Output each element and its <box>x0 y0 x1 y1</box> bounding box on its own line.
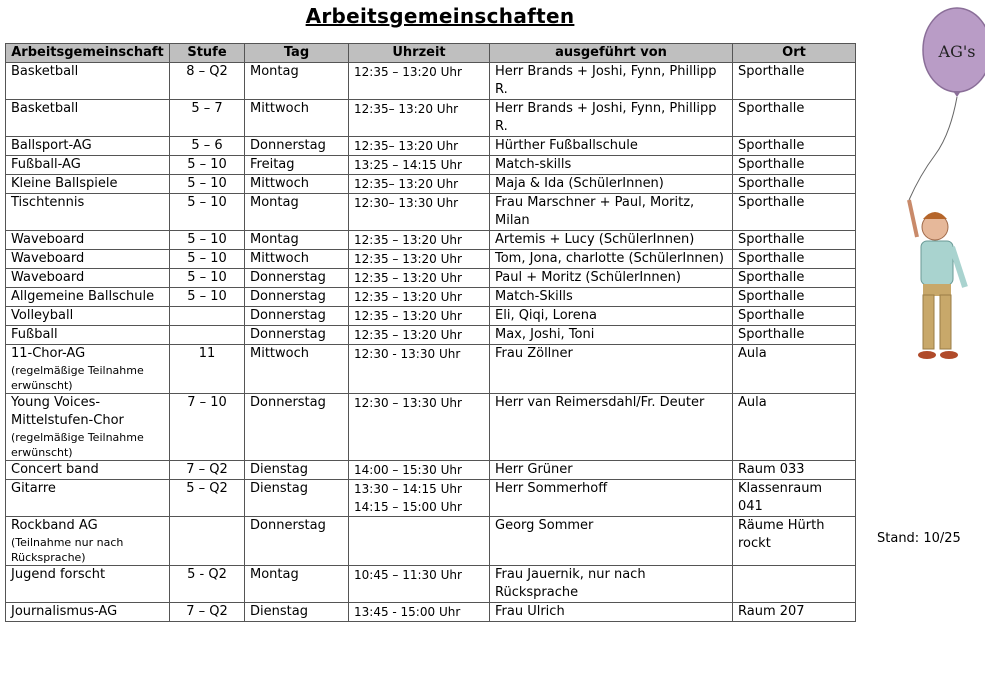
cell-von <box>490 175 733 194</box>
cell-uhrzeit <box>349 394 490 461</box>
cell-von <box>490 100 733 137</box>
table-row <box>6 156 856 175</box>
cell-name-text: Rockband AG <box>11 518 98 533</box>
cell-uhrzeit <box>349 517 490 566</box>
table-row <box>6 461 856 480</box>
cell-von-text: Max, Joshi, Toni <box>495 327 595 342</box>
cell-tag <box>245 288 349 307</box>
cell-von <box>490 517 733 566</box>
cell-uhrzeit <box>349 566 490 603</box>
header-uhrzeit: Uhrzeit <box>349 44 490 63</box>
cell-ort <box>733 288 856 307</box>
cell-tag-text: Donnerstag <box>250 289 326 304</box>
cell-ort <box>733 307 856 326</box>
cell-tag-text: Montag <box>250 195 299 210</box>
cell-uhrzeit <box>349 461 490 480</box>
cell-uhrzeit-text: 12:35 – 13:20 Uhr <box>354 309 462 323</box>
cell-uhrzeit-text: 12:35– 13:20 Uhr <box>354 102 459 116</box>
table-row <box>6 326 856 345</box>
cell-von <box>490 288 733 307</box>
cell-von <box>490 461 733 480</box>
cell-stufe-text: 11 <box>198 346 216 361</box>
cell-tag <box>245 345 349 394</box>
table-row <box>6 480 856 517</box>
cell-stufe-text: 5 – 10 <box>187 176 227 191</box>
cell-stufe <box>170 288 245 307</box>
cell-name <box>6 307 170 326</box>
cell-uhrzeit-text: 13:30 – 14:15 Uhr <box>354 482 462 496</box>
cell-uhrzeit <box>349 156 490 175</box>
cell-von-text: Paul + Moritz (SchülerInnen) <box>495 270 681 285</box>
cell-stufe-text: 7 – 10 <box>187 395 227 410</box>
cell-name <box>6 175 170 194</box>
cell-ort-text: Raum 207 <box>738 604 805 619</box>
cell-ort <box>733 63 856 100</box>
cell-stufe <box>170 231 245 250</box>
cell-uhrzeit-text: 12:30 - 13:30 Uhr <box>354 347 461 361</box>
header-stufe: Stufe <box>170 44 245 63</box>
cell-von-text: Herr Brands + Joshi, Fynn, Phillipp R. <box>495 101 717 134</box>
cell-name <box>6 137 170 156</box>
cell-name-text: Fußball <box>11 327 58 342</box>
cell-von-text: Frau Jauernik, nur nach Rücksprache <box>495 567 646 600</box>
cell-stufe-text: 5 – 10 <box>187 270 227 285</box>
cell-name <box>6 250 170 269</box>
cell-tag-text: Donnerstag <box>250 270 326 285</box>
cell-stufe <box>170 100 245 137</box>
page-title: Arbeitsgemeinschaften <box>305 4 575 28</box>
cell-stufe <box>170 175 245 194</box>
cell-tag <box>245 63 349 100</box>
cell-uhrzeit-text: 12:35 – 13:20 Uhr <box>354 233 462 247</box>
cell-name <box>6 288 170 307</box>
cell-ort <box>733 461 856 480</box>
cell-ort <box>733 566 856 603</box>
cell-uhrzeit-text: 12:30– 13:30 Uhr <box>354 196 459 210</box>
cell-ort <box>733 603 856 622</box>
cell-ort <box>733 345 856 394</box>
cell-tag-text: Montag <box>250 232 299 247</box>
cell-ort-text: Sporthalle <box>738 289 805 304</box>
cell-von <box>490 194 733 231</box>
cell-stufe-text: 5 – Q2 <box>186 481 228 496</box>
cell-von-text: Match-Skills <box>495 289 573 304</box>
cell-tag <box>245 461 349 480</box>
cell-name <box>6 517 170 566</box>
cell-name-text: Ballsport-AG <box>11 138 92 153</box>
cell-von-text: Tom, Jona, charlotte (SchülerInnen) <box>495 251 724 266</box>
cell-von <box>490 156 733 175</box>
cell-ort-text: Sporthalle <box>738 251 805 266</box>
cell-stufe-text: 5 – 7 <box>191 101 223 116</box>
ag-table <box>5 43 856 622</box>
cell-ort <box>733 156 856 175</box>
cell-tag-text: Mittwoch <box>250 346 309 361</box>
cell-uhrzeit <box>349 175 490 194</box>
cell-ort <box>733 250 856 269</box>
cell-tag <box>245 566 349 603</box>
table-row <box>6 307 856 326</box>
cell-name-text: 11-Chor-AG <box>11 346 86 361</box>
cell-tag <box>245 100 349 137</box>
cell-tag <box>245 326 349 345</box>
cell-von <box>490 250 733 269</box>
cell-name-text: Waveboard <box>11 251 85 266</box>
cell-tag <box>245 480 349 517</box>
cell-uhrzeit-text: 12:35 – 13:20 Uhr <box>354 65 462 79</box>
cell-uhrzeit-text: 13:45 - 15:00 Uhr <box>354 605 461 619</box>
table-row <box>6 517 856 566</box>
cell-ort-text: Sporthalle <box>738 176 805 191</box>
cell-tag <box>245 175 349 194</box>
cell-von-text: Maja & Ida (SchülerInnen) <box>495 176 664 191</box>
cell-ort-text: Sporthalle <box>738 327 805 342</box>
cell-stufe <box>170 517 245 566</box>
cell-uhrzeit <box>349 269 490 288</box>
cell-ort <box>733 326 856 345</box>
cell-stufe <box>170 156 245 175</box>
cell-name-text: Jugend forscht <box>11 567 106 582</box>
cell-stufe <box>170 394 245 461</box>
cell-uhrzeit-second: 14:15 – 15:00 Uhr <box>354 500 462 514</box>
cell-name-text: Allgemeine Ballschule <box>11 289 155 304</box>
cell-name <box>6 100 170 137</box>
cell-von <box>490 480 733 517</box>
cell-ort <box>733 100 856 137</box>
cell-uhrzeit <box>349 307 490 326</box>
cell-von <box>490 345 733 394</box>
cell-uhrzeit <box>349 137 490 156</box>
cell-tag-text: Montag <box>250 567 299 582</box>
cell-stufe-text: 5 – 10 <box>187 157 227 172</box>
cell-stufe-text: 7 – Q2 <box>186 604 228 619</box>
cell-ort-text: Sporthalle <box>738 232 805 247</box>
balloon-boy-illustration <box>895 5 985 375</box>
cell-name <box>6 326 170 345</box>
cell-name-note: (Teilnahme nur nach Rücksprache) <box>11 536 124 564</box>
cell-name-text: Fußball-AG <box>11 157 81 172</box>
cell-name-text: Gitarre <box>11 481 56 496</box>
cell-ort-text: Räume Hürth rockt <box>738 518 825 551</box>
cell-uhrzeit-text: 10:45 – 11:30 Uhr <box>354 568 462 582</box>
header-ort: Ort <box>733 44 856 63</box>
cell-von-text: Frau Marschner + Paul, Moritz, Milan <box>495 195 695 228</box>
cell-ort <box>733 231 856 250</box>
cell-uhrzeit <box>349 100 490 137</box>
cell-tag <box>245 156 349 175</box>
cell-ort <box>733 175 856 194</box>
table-row <box>6 269 856 288</box>
cell-von <box>490 566 733 603</box>
table-row <box>6 394 856 461</box>
cell-stufe <box>170 137 245 156</box>
cell-ort-text: Aula <box>738 346 767 361</box>
table-row <box>6 231 856 250</box>
cell-name <box>6 345 170 394</box>
cell-name-text: Journalismus-AG <box>11 604 118 619</box>
cell-tag-text: Dienstag <box>250 481 308 496</box>
table-row <box>6 194 856 231</box>
cell-von-text: Artemis + Lucy (SchülerInnen) <box>495 232 695 247</box>
cell-von <box>490 394 733 461</box>
cell-von-text: Match-skills <box>495 157 572 172</box>
cell-name <box>6 194 170 231</box>
cell-name-text: Young Voices-Mittelstufen-Chor <box>11 395 124 428</box>
cell-tag <box>245 231 349 250</box>
cell-ort-text: Sporthalle <box>738 64 805 79</box>
cell-tag-text: Mittwoch <box>250 101 309 116</box>
cell-tag <box>245 194 349 231</box>
cell-uhrzeit-text: 12:35 – 13:20 Uhr <box>354 252 462 266</box>
cell-ort-text: Sporthalle <box>738 270 805 285</box>
cell-name <box>6 394 170 461</box>
cell-von-text: Hürther Fußballschule <box>495 138 638 153</box>
cell-name <box>6 603 170 622</box>
header-tag: Tag <box>245 44 349 63</box>
cell-tag <box>245 269 349 288</box>
cell-von-text: Frau Zöllner <box>495 346 573 361</box>
cell-ort <box>733 137 856 156</box>
cell-name-text: Waveboard <box>11 270 85 285</box>
cell-name <box>6 63 170 100</box>
cell-uhrzeit-text: 13:25 – 14:15 Uhr <box>354 158 462 172</box>
cell-tag-text: Montag <box>250 64 299 79</box>
cell-uhrzeit-text: 12:35– 13:20 Uhr <box>354 139 459 153</box>
cell-uhrzeit <box>349 194 490 231</box>
cell-stufe <box>170 461 245 480</box>
cell-uhrzeit <box>349 288 490 307</box>
cell-stufe <box>170 194 245 231</box>
cell-tag-text: Donnerstag <box>250 395 326 410</box>
boy-icon <box>909 200 965 359</box>
cell-uhrzeit-text: 12:35– 13:20 Uhr <box>354 177 459 191</box>
table-header-row <box>6 44 856 63</box>
cell-tag-text: Donnerstag <box>250 308 326 323</box>
header-name: Arbeitsgemeinschaft <box>6 44 170 63</box>
cell-tag <box>245 250 349 269</box>
cell-tag-text: Freitag <box>250 157 295 172</box>
cell-stufe <box>170 480 245 517</box>
cell-stufe <box>170 326 245 345</box>
cell-name-note: (regelmäßige Teilnahme erwünscht) <box>11 364 144 392</box>
cell-stufe <box>170 603 245 622</box>
cell-ort-text: Aula <box>738 395 767 410</box>
cell-name <box>6 269 170 288</box>
cell-stufe-text: 5 – 10 <box>187 232 227 247</box>
cell-uhrzeit-text: 12:35 – 13:20 Uhr <box>354 328 462 342</box>
cell-stufe <box>170 345 245 394</box>
cell-uhrzeit <box>349 480 490 517</box>
cell-stufe-text: 5 – 10 <box>187 251 227 266</box>
cell-name-text: Kleine Ballspiele <box>11 176 118 191</box>
cell-uhrzeit <box>349 63 490 100</box>
cell-name-note: (regelmäßige Teilnahme erwünscht) <box>11 431 144 459</box>
cell-stufe <box>170 566 245 603</box>
cell-uhrzeit-text: 14:00 – 15:30 Uhr <box>354 463 462 477</box>
cell-ort-text: Raum 033 <box>738 462 805 477</box>
cell-von <box>490 63 733 100</box>
cell-von <box>490 603 733 622</box>
cell-tag-text: Donnerstag <box>250 138 326 153</box>
cell-name-text: Waveboard <box>11 232 85 247</box>
balloon-icon <box>923 8 985 97</box>
cell-name-text: Concert band <box>11 462 99 477</box>
cell-tag-text: Dienstag <box>250 462 308 477</box>
table-row <box>6 63 856 100</box>
cell-uhrzeit-text: 12:35 – 13:20 Uhr <box>354 271 462 285</box>
cell-name-text: Basketball <box>11 64 79 79</box>
cell-tag-text: Mittwoch <box>250 176 309 191</box>
cell-ort <box>733 194 856 231</box>
cell-uhrzeit <box>349 603 490 622</box>
cell-uhrzeit <box>349 231 490 250</box>
cell-stufe-text: 5 – 6 <box>191 138 223 153</box>
cell-tag-text: Donnerstag <box>250 518 326 533</box>
cell-uhrzeit-text: 12:35 – 13:20 Uhr <box>354 290 462 304</box>
cell-von-text: Herr Brands + Joshi, Fynn, Phillipp R. <box>495 64 717 97</box>
cell-von-text: Frau Ulrich <box>495 604 565 619</box>
cell-tag <box>245 307 349 326</box>
cell-von-text: Herr van Reimersdahl/Fr. Deuter <box>495 395 705 410</box>
balloon-string-icon <box>909 97 957 200</box>
cell-von <box>490 326 733 345</box>
table-row <box>6 288 856 307</box>
header-von: ausgeführt von <box>490 44 733 63</box>
cell-von <box>490 307 733 326</box>
table-row <box>6 345 856 394</box>
cell-von-text: Georg Sommer <box>495 518 594 533</box>
cell-ort <box>733 517 856 566</box>
table-row <box>6 566 856 603</box>
cell-name-text: Volleyball <box>11 308 74 323</box>
table-row <box>6 250 856 269</box>
cell-tag-text: Donnerstag <box>250 327 326 342</box>
table-row <box>6 137 856 156</box>
cell-ort <box>733 269 856 288</box>
cell-ort-text: Klassenraum 041 <box>738 481 823 514</box>
cell-stufe <box>170 63 245 100</box>
cell-name-text: Tischtennis <box>11 195 85 210</box>
table-row <box>6 175 856 194</box>
cell-ort-text: Sporthalle <box>738 138 805 153</box>
cell-ort <box>733 480 856 517</box>
cell-tag <box>245 603 349 622</box>
cell-name <box>6 566 170 603</box>
cell-tag <box>245 394 349 461</box>
cell-ort-text: Sporthalle <box>738 195 805 210</box>
cell-name-text: Basketball <box>11 101 79 116</box>
cell-von <box>490 137 733 156</box>
cell-uhrzeit <box>349 326 490 345</box>
table-row <box>6 100 856 137</box>
cell-stufe-text: 8 – Q2 <box>186 64 228 79</box>
cell-ort <box>733 394 856 461</box>
cell-von <box>490 269 733 288</box>
cell-stufe <box>170 307 245 326</box>
cell-tag <box>245 517 349 566</box>
cell-name <box>6 231 170 250</box>
cell-uhrzeit <box>349 345 490 394</box>
cell-stufe <box>170 269 245 288</box>
stand-date: Stand: 10/25 <box>877 531 961 546</box>
cell-tag <box>245 137 349 156</box>
cell-ort-text: Sporthalle <box>738 308 805 323</box>
cell-uhrzeit <box>349 250 490 269</box>
cell-stufe-text: 7 – Q2 <box>186 462 228 477</box>
cell-stufe-text: 5 - Q2 <box>187 567 227 582</box>
cell-tag-text: Mittwoch <box>250 251 309 266</box>
cell-tag-text: Dienstag <box>250 604 308 619</box>
cell-stufe-text: 5 – 10 <box>187 289 227 304</box>
table-row <box>6 603 856 622</box>
cell-ort-text: Sporthalle <box>738 101 805 116</box>
cell-ort-text: Sporthalle <box>738 157 805 172</box>
cell-von <box>490 231 733 250</box>
balloon-label: AG's <box>938 42 976 61</box>
cell-uhrzeit-text: 12:30 – 13:30 Uhr <box>354 396 462 410</box>
cell-von-text: Herr Grüner <box>495 462 573 477</box>
cell-name <box>6 480 170 517</box>
cell-name <box>6 156 170 175</box>
cell-name <box>6 461 170 480</box>
cell-von-text: Eli, Qiqi, Lorena <box>495 308 597 323</box>
cell-stufe <box>170 250 245 269</box>
cell-von-text: Herr Sommerhoff <box>495 481 608 496</box>
cell-stufe-text: 5 – 10 <box>187 195 227 210</box>
